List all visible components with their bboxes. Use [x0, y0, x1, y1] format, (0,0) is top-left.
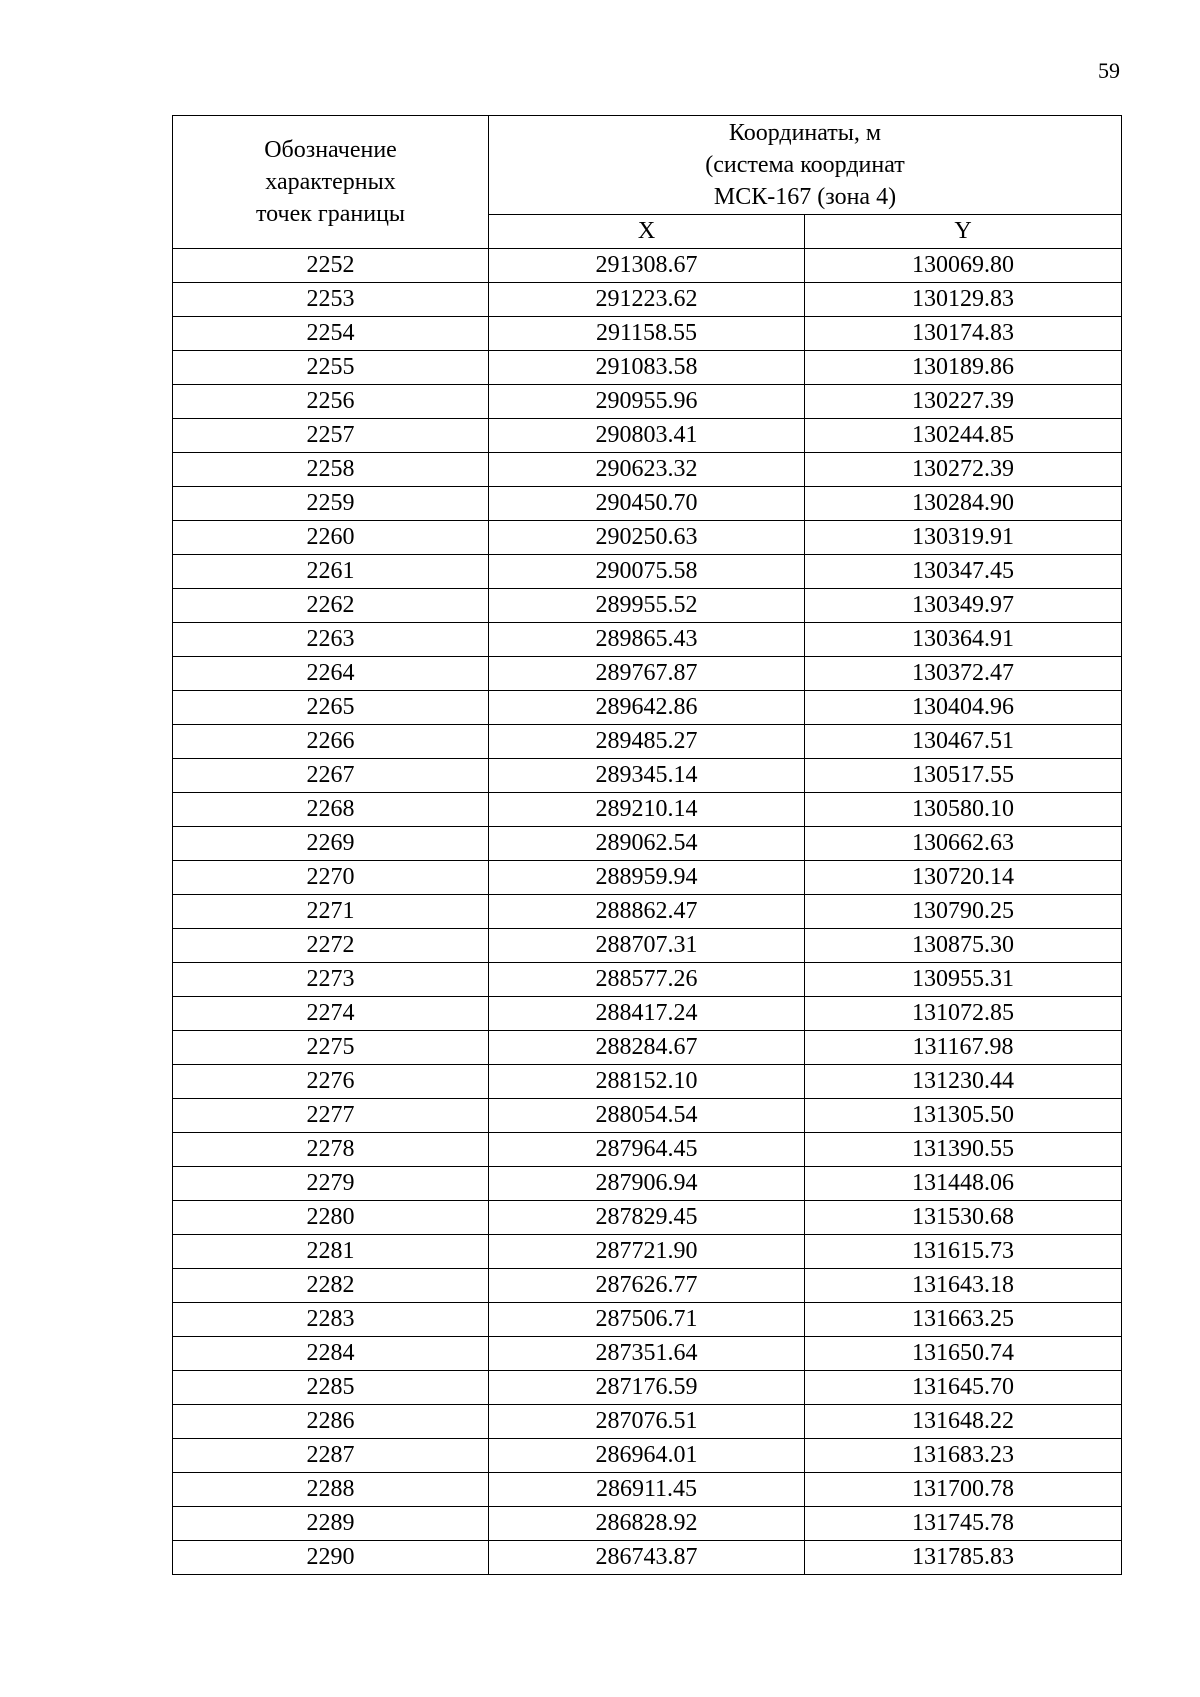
y-coordinate-cell: 130955.31: [805, 963, 1122, 997]
point-label-text: Обозначение характерных точек границы: [255, 137, 406, 227]
y-coordinate-cell: 131663.25: [805, 1303, 1122, 1337]
table-row: [173, 895, 1122, 929]
table-row: [173, 249, 1122, 283]
x-coordinate-cell: 286964.01: [489, 1439, 805, 1473]
x-coordinate-cell: 290955.96: [489, 385, 805, 419]
table-row: [173, 1507, 1122, 1541]
table-row: [173, 283, 1122, 317]
point-id-cell: 2274: [173, 997, 489, 1031]
x-coordinate-cell: 288417.24: [489, 997, 805, 1031]
point-id-cell: 2258: [173, 453, 489, 487]
y-coordinate-cell: 131072.85: [805, 997, 1122, 1031]
point-id-cell: 2269: [173, 827, 489, 861]
table-row: [173, 827, 1122, 861]
table-row: [173, 351, 1122, 385]
point-id-cell: 2278: [173, 1133, 489, 1167]
x-coordinate-cell: 291083.58: [489, 351, 805, 385]
y-coordinate-cell: 131700.78: [805, 1473, 1122, 1507]
table-row: [173, 419, 1122, 453]
table-row: [173, 623, 1122, 657]
point-id-cell: 2277: [173, 1099, 489, 1133]
x-coordinate-cell: 289485.27: [489, 725, 805, 759]
table-row: [173, 317, 1122, 351]
x-coordinate-cell: 287176.59: [489, 1371, 805, 1405]
x-coordinate-cell: 288577.26: [489, 963, 805, 997]
table-header: [173, 116, 1122, 249]
point-id-cell: 2267: [173, 759, 489, 793]
x-coordinate-cell: 287626.77: [489, 1269, 805, 1303]
point-id-cell: 2287: [173, 1439, 489, 1473]
x-coordinate-cell: 287906.94: [489, 1167, 805, 1201]
y-coordinate-cell: 131745.78: [805, 1507, 1122, 1541]
table-row: [173, 589, 1122, 623]
table-row: [173, 1439, 1122, 1473]
x-coordinate-cell: 291158.55: [489, 317, 805, 351]
table-row: [173, 521, 1122, 555]
x-coordinate-cell: 290623.32: [489, 453, 805, 487]
point-id-cell: 2285: [173, 1371, 489, 1405]
y-coordinate-cell: 130580.10: [805, 793, 1122, 827]
y-coordinate-cell: 130227.39: [805, 385, 1122, 419]
x-coordinate-cell: 289955.52: [489, 589, 805, 623]
y-coordinate-cell: 131230.44: [805, 1065, 1122, 1099]
point-id-cell: 2268: [173, 793, 489, 827]
point-id-cell: 2281: [173, 1235, 489, 1269]
y-coordinate-cell: 130244.85: [805, 419, 1122, 453]
y-coordinate-cell: 130404.96: [805, 691, 1122, 725]
point-id-cell: 2254: [173, 317, 489, 351]
table-row: [173, 1167, 1122, 1201]
y-coordinate-cell: 130372.47: [805, 657, 1122, 691]
point-id-cell: 2266: [173, 725, 489, 759]
point-id-cell: 2260: [173, 521, 489, 555]
y-coordinate-cell: 130174.83: [805, 317, 1122, 351]
point-id-cell: 2289: [173, 1507, 489, 1541]
y-coordinate-cell: 130189.86: [805, 351, 1122, 385]
y-coordinate-cell: 130129.83: [805, 283, 1122, 317]
point-id-cell: 2261: [173, 555, 489, 589]
x-coordinate-cell: 287076.51: [489, 1405, 805, 1439]
x-coordinate-cell: 286828.92: [489, 1507, 805, 1541]
table-row: [173, 1473, 1122, 1507]
y-coordinate-cell: 131167.98: [805, 1031, 1122, 1065]
table-row: [173, 1065, 1122, 1099]
y-coordinate-cell: 131683.23: [805, 1439, 1122, 1473]
table-row: [173, 1303, 1122, 1337]
point-id-cell: 2255: [173, 351, 489, 385]
point-id-cell: 2290: [173, 1541, 489, 1575]
coordinates-header-text: Координаты, м (система координат МСК-167 (зона 4): [705, 120, 905, 210]
y-coordinate-cell: 131390.55: [805, 1133, 1122, 1167]
point-id-cell: 2288: [173, 1473, 489, 1507]
table-row: [173, 1099, 1122, 1133]
x-coordinate-cell: 288959.94: [489, 861, 805, 895]
x-column-header: X: [489, 215, 805, 249]
x-coordinate-cell: 288707.31: [489, 929, 805, 963]
point-id-cell: 2275: [173, 1031, 489, 1065]
table-row: [173, 725, 1122, 759]
y-coordinate-cell: 130720.14: [805, 861, 1122, 895]
table-body: [173, 249, 1122, 1575]
y-coordinate-cell: 131643.18: [805, 1269, 1122, 1303]
table-row: [173, 691, 1122, 725]
table-row: [173, 487, 1122, 521]
x-coordinate-cell: 290450.70: [489, 487, 805, 521]
table-row: [173, 1031, 1122, 1065]
x-coordinate-cell: 289210.14: [489, 793, 805, 827]
y-coordinate-cell: 130349.97: [805, 589, 1122, 623]
y-coordinate-cell: 131615.73: [805, 1235, 1122, 1269]
x-coordinate-cell: 289767.87: [489, 657, 805, 691]
point-id-cell: 2252: [173, 249, 489, 283]
point-id-cell: 2276: [173, 1065, 489, 1099]
x-coordinate-cell: 287351.64: [489, 1337, 805, 1371]
table-row: [173, 759, 1122, 793]
point-id-cell: 2259: [173, 487, 489, 521]
table-row: [173, 793, 1122, 827]
y-coordinate-cell: 130284.90: [805, 487, 1122, 521]
table-row: [173, 657, 1122, 691]
table-row: [173, 1371, 1122, 1405]
y-coordinate-cell: 130875.30: [805, 929, 1122, 963]
table-row: [173, 1133, 1122, 1167]
point-id-cell: 2264: [173, 657, 489, 691]
table-row: [173, 929, 1122, 963]
page-number: 59: [1098, 58, 1120, 83]
coordinates-table: [172, 115, 1122, 1575]
y-coordinate-cell: 131645.70: [805, 1371, 1122, 1405]
point-id-cell: 2263: [173, 623, 489, 657]
table-row: [173, 861, 1122, 895]
point-id-cell: 2282: [173, 1269, 489, 1303]
x-coordinate-cell: 289865.43: [489, 623, 805, 657]
y-coordinate-cell: 130790.25: [805, 895, 1122, 929]
x-coordinate-cell: 287829.45: [489, 1201, 805, 1235]
point-id-cell: 2283: [173, 1303, 489, 1337]
x-coordinate-cell: 288054.54: [489, 1099, 805, 1133]
x-coordinate-cell: 288862.47: [489, 895, 805, 929]
point-id-cell: 2257: [173, 419, 489, 453]
y-coordinate-cell: 131448.06: [805, 1167, 1122, 1201]
y-coordinate-cell: 131650.74: [805, 1337, 1122, 1371]
point-id-cell: 2286: [173, 1405, 489, 1439]
x-coordinate-cell: 290803.41: [489, 419, 805, 453]
table-row: [173, 1235, 1122, 1269]
point-id-cell: 2265: [173, 691, 489, 725]
y-coordinate-cell: 130272.39: [805, 453, 1122, 487]
y-coordinate-cell: 130347.45: [805, 555, 1122, 589]
y-coordinate-cell: 130517.55: [805, 759, 1122, 793]
point-id-cell: 2279: [173, 1167, 489, 1201]
x-coordinate-cell: 289062.54: [489, 827, 805, 861]
x-coordinate-cell: 291223.62: [489, 283, 805, 317]
table-row: [173, 1201, 1122, 1235]
x-coordinate-cell: 287964.45: [489, 1133, 805, 1167]
x-coordinate-cell: 288152.10: [489, 1065, 805, 1099]
point-id-cell: 2256: [173, 385, 489, 419]
point-id-cell: 2280: [173, 1201, 489, 1235]
point-id-cell: 2272: [173, 929, 489, 963]
x-coordinate-cell: 291308.67: [489, 249, 805, 283]
x-coordinate-cell: 286911.45: [489, 1473, 805, 1507]
y-coordinate-cell: 130662.63: [805, 827, 1122, 861]
y-coordinate-cell: 130467.51: [805, 725, 1122, 759]
table-row: [173, 1269, 1122, 1303]
y-coordinate-cell: 131305.50: [805, 1099, 1122, 1133]
table-row: [173, 1541, 1122, 1575]
point-id-cell: 2271: [173, 895, 489, 929]
y-coordinate-cell: 131648.22: [805, 1405, 1122, 1439]
x-coordinate-cell: 289642.86: [489, 691, 805, 725]
y-column-header: Y: [805, 215, 1122, 249]
table-row: [173, 1337, 1122, 1371]
x-coordinate-cell: 289345.14: [489, 759, 805, 793]
x-coordinate-cell: 287506.71: [489, 1303, 805, 1337]
x-coordinate-cell: 287721.90: [489, 1235, 805, 1269]
table-row: [173, 453, 1122, 487]
y-coordinate-cell: 130319.91: [805, 521, 1122, 555]
point-id-cell: 2270: [173, 861, 489, 895]
point-id-cell: 2284: [173, 1337, 489, 1371]
point-id-cell: 2273: [173, 963, 489, 997]
y-coordinate-cell: 130069.80: [805, 249, 1122, 283]
coordinates-header: [489, 116, 1122, 215]
point-id-cell: 2253: [173, 283, 489, 317]
x-coordinate-cell: 290250.63: [489, 521, 805, 555]
point-id-cell: 2262: [173, 589, 489, 623]
x-coordinate-cell: 286743.87: [489, 1541, 805, 1575]
table-row: [173, 1405, 1122, 1439]
table-row: [173, 555, 1122, 589]
point-label-header: [173, 116, 489, 249]
y-coordinate-cell: 131785.83: [805, 1541, 1122, 1575]
x-coordinate-cell: 288284.67: [489, 1031, 805, 1065]
y-coordinate-cell: 130364.91: [805, 623, 1122, 657]
table-row: [173, 963, 1122, 997]
x-coordinate-cell: 290075.58: [489, 555, 805, 589]
table-row: [173, 997, 1122, 1031]
table-row: [173, 385, 1122, 419]
y-coordinate-cell: 131530.68: [805, 1201, 1122, 1235]
